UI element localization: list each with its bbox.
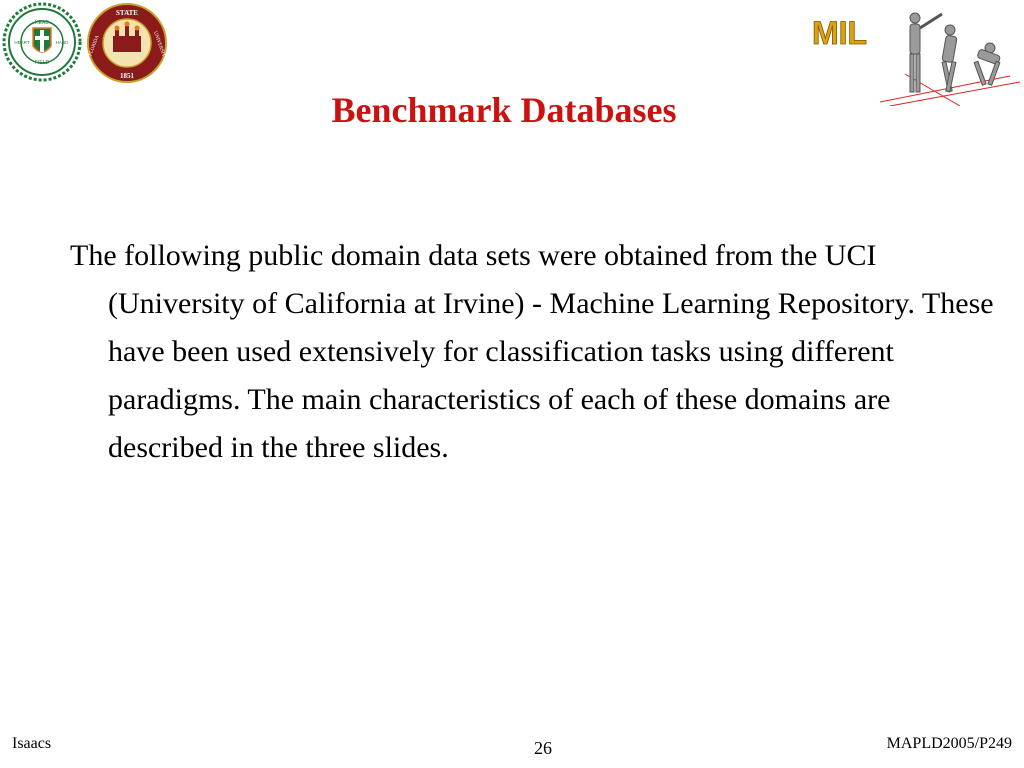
famu-seal-logo [2,2,82,82]
slide-title: Benchmark Databases [331,90,677,130]
svg-text:1851: 1851 [120,72,134,80]
slide-body-text: The following public domain data sets were obtained from the UCI (University of California at Irvine) - Machine Learning Repository. These have been used extensively for classification tasks using different paradigms. The main characteristics of each of these domains are described in the three slides. [70,239,994,464]
svg-text:HEAD: HEAD [35,20,49,26]
svg-text:FLORIDA: FLORIDA [88,34,101,57]
footer-author: Isaacs [12,735,52,752]
svg-text:HEART: HEART [14,40,30,45]
footer-page-number: 26 [534,738,552,758]
svg-text:FIELD: FIELD [34,60,50,66]
svg-text:MIL: MIL [812,15,868,51]
fsu-seal-logo [86,2,168,84]
footer-reference: MAPLD2005/P249 [886,735,1012,752]
svg-text:UNIVERSITY: UNIVERSITY [151,30,167,61]
svg-text:STATE: STATE [116,9,138,17]
svg-text:HAND: HAND [55,40,69,45]
